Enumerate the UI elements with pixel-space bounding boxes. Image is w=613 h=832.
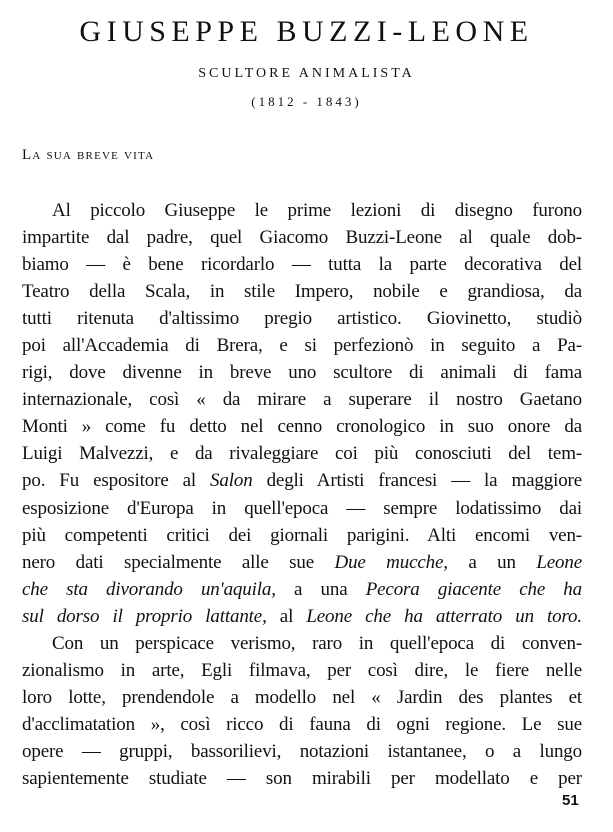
text-line [22,576,582,603]
text-line [22,603,582,630]
text-line [22,332,582,359]
text-segment: Monti » come fu detto nel cenno cronologico in suo onore da [22,416,582,438]
text-segment: degli Artisti francesi — la maggiore [252,470,583,492]
text-line [22,684,582,711]
italic-title-text: Salon [210,470,253,492]
text-segment: po. Fu espositore al [22,470,211,492]
text-segment: biamo — è bene ricordarlo — tutta la parte decorativa del [22,254,582,276]
text-segment: rigi, dove divenne in breve uno scultore di animali di fama [22,362,582,384]
text-line [22,278,582,305]
section-heading: La sua breve vita [22,147,155,163]
text-segment: poi all'Accademia di Brera, e si perfezionò in seguito a Pa- [22,335,582,357]
text-segment: internazionale, così « da mirare a superare il nostro Gaetano [22,389,582,411]
text-line [22,224,582,251]
text-segment: nero dati specialmente alle sue [22,551,335,573]
text-line [22,738,582,765]
text-line [22,467,582,494]
page-title: GIUSEPPE BUZZI-LEONE [79,15,534,48]
text-segment: esposizione d'Europa in quell'epoca — sempre lodatissimo dai [22,497,582,519]
text-segment: zionalismo in arte, Egli filmava, per così dire, le fiere nelle [22,659,582,681]
text-segment: Luigi Malvezzi, e da rivaleggiare coi più conosciuti del tem- [22,443,582,465]
text-segment: a un [447,551,537,573]
text-line [22,386,582,413]
text-segment: Al piccolo Giuseppe le prime lezioni di disegno furono [52,200,582,221]
body-text [22,197,582,792]
text-line [22,765,582,792]
text-line [22,495,582,522]
text-segment: più competenti critici dei giornali parigini. Alti encomi ven- [22,524,582,546]
text-line [22,711,582,738]
text-line [22,197,582,224]
text-line [22,630,582,657]
text-segment: impartite dal padre, quel Giacomo Buzzi-Leone al quale dob- [22,227,582,249]
text-line [22,413,582,440]
text-line [22,549,582,576]
text-segment: d'acclimatation », così ricco di fauna di ogni regione. Le sue [22,713,582,735]
life-dates: (1812 - 1843) [251,94,362,109]
text-segment: al [266,605,307,627]
page-number: 51 [562,792,579,809]
text-line [22,305,582,332]
text-segment: loro lotte, prendendole a modello nel « Jardin des plantes et [22,686,582,708]
italic-title-text: Due mucche, [334,551,448,573]
text-segment: tutti ritenuta d'altissimo pregio artistico. Giovinetto, studiò [22,308,582,330]
italic-title-text: Leone che ha atterrato un toro. [306,605,582,627]
text-line [22,359,582,386]
italic-title-text: Leone [536,551,582,573]
text-segment: Teatro della Scala, in stile Impero, nobile e grandiosa, da [22,281,582,303]
text-segment: sapientemente studiate — son mirabili per modellato e per [22,767,582,789]
text-segment: Con un perspicace verismo, raro in quell'epoca di conven- [52,632,582,654]
italic-title-text: Pecora giacente che ha [365,578,582,600]
text-segment: opere — gruppi, bassorilievi, notazioni istantanee, o a lungo [22,740,582,762]
text-line [22,657,582,684]
italic-title-text: che sta divorando un'aquila, [22,578,276,600]
page-subtitle: SCULTORE ANIMALISTA [198,66,415,81]
text-segment: a una [275,578,366,600]
text-line [22,522,582,549]
text-line [22,440,582,467]
text-line [22,251,582,278]
italic-title-text: sul dorso il proprio lattante, [22,605,267,627]
